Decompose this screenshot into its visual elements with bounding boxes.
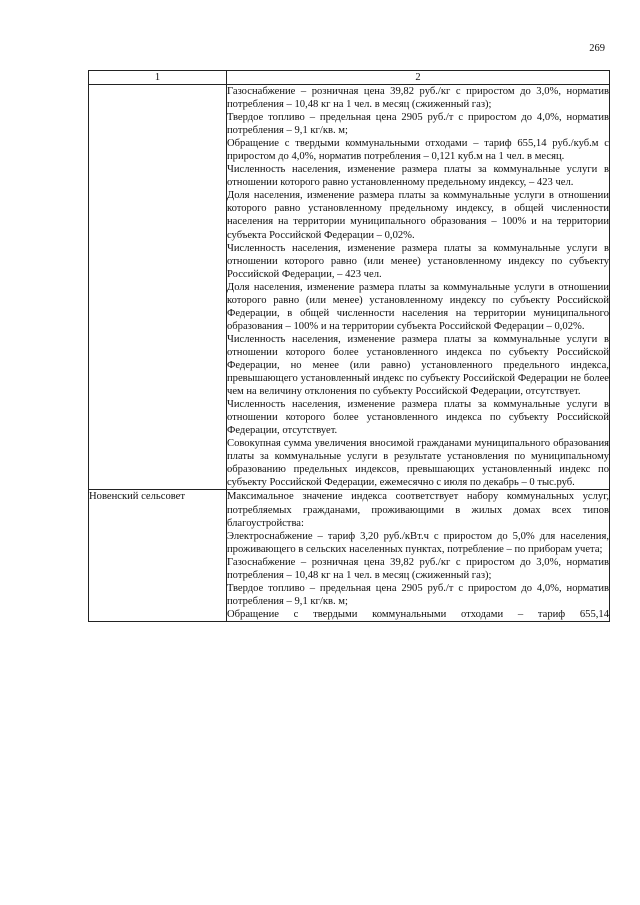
- table-row: [89, 490, 610, 621]
- page-number: 269: [589, 43, 605, 54]
- column-header-2: 2: [227, 71, 610, 85]
- paragraph: Численность населения, изменение размера платы за коммунальные услуги в отношении которого равно (или менее) установленному индексу по субъекту Российской Федерации, – 423 чел.: [227, 242, 609, 280]
- paragraph: Твердое топливо – предельная цена 2905 руб./т с приростом до 4,0%, норматив потребления – 9,1 кг/кв. м;: [227, 112, 609, 137]
- paragraph: Доля населения, изменение размера платы за коммунальные услуги в отношении которого равно (или менее) установленному индексу по субъекту Российской Федерации, в общей численности населения на территории муниципального образования – 100% и на территории субъекта Российской Федерации – 0,02%.: [227, 281, 609, 332]
- municipality-cell: [89, 85, 227, 490]
- indices-table: [88, 70, 610, 622]
- indicator-text-cell: [227, 85, 610, 490]
- paragraph: Численность населения, изменение размера платы за коммунальные услуги в отношении которого равно установленному предельному индексу, – 423 чел.: [227, 164, 609, 189]
- paragraph: Обращение с твердыми коммунальными отходами – тариф 655,14: [227, 608, 609, 620]
- table-row: [89, 85, 610, 490]
- paragraph: Газоснабжение – розничная цена 39,82 руб./кг с приростом до 3,0%, норматив потребления – 10,48 кг на 1 чел. в месяц (сжиженный газ);: [227, 556, 609, 581]
- paragraph: Доля населения, изменение размера платы за коммунальные услуги в отношении которого равно установленному предельному индексу, в общей численности населения на территории муниципального образования – 100% и на территории субъекта Российской Федерации – 0,02%.: [227, 190, 609, 241]
- paragraph: Численность населения, изменение размера платы за коммунальные услуги в отношении которого более установленного индекса по субъекту Российской Федерации, но менее (или равно) установленного предельного индекса, превышающего установленный индекс по субъекту Российской Федерации не более чем на величину отклонения по субъекту Российской Федерации, отсутствует.: [227, 333, 609, 398]
- paragraph: Обращение с твердыми коммунальными отходами – тариф 655,14 руб./куб.м с приростом до 4,0%, норматив потребления – 0,121 куб.м на 1 чел. в месяц.: [227, 138, 609, 163]
- table-header-row: [89, 71, 610, 85]
- indicator-text-cell: [227, 490, 610, 621]
- paragraph: Электроснабжение – тариф 3,20 руб./кВт.ч с приростом до 5,0% для населения, проживающего в сельских населенных пунктах, потребление – по приборам учета;: [227, 530, 609, 555]
- column-header-1: 1: [89, 71, 227, 85]
- municipality-cell: Новенский сельсовет: [89, 490, 227, 621]
- paragraph: Газоснабжение – розничная цена 39,82 руб./кг с приростом до 3,0%, норматив потребления – 10,48 кг на 1 чел. в месяц (сжиженный газ);: [227, 86, 609, 111]
- paragraph: Максимальное значение индекса соответствует набору коммунальных услуг, потребляемых гражданами, проживающими в жилых домах всех типов благоустройства:: [227, 491, 609, 529]
- paragraph: Твердое топливо – предельная цена 2905 руб./т с приростом до 4,0%, норматив потребления – 9,1 кг/кв. м;: [227, 582, 609, 607]
- paragraph: Численность населения, изменение размера платы за коммунальные услуги в отношении которого более установленного индекса по субъекту Российской Федерации, отсутствует.: [227, 399, 609, 437]
- paragraph: Совокупная сумма увеличения вносимой гражданами муниципального образования платы за коммунальные услуги в результате установления по муниципальному образованию предельных индексов, превышающих установленный индекс по субъекту Российской Федерации, ежемесячно с июля по декабрь – 0 тыс.руб.: [227, 438, 609, 489]
